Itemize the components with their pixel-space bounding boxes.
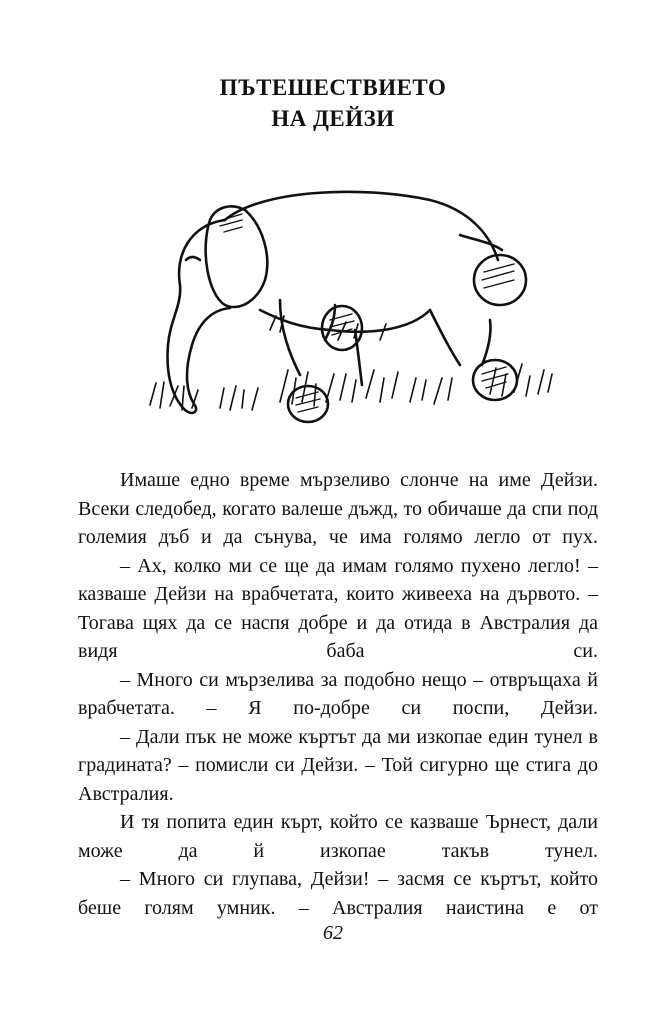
paragraph: Имаше едно време мързеливо слонче на име Дейзи. Всеки следобед, когато валеше дъжд, то обичаше да спи под големия дъб и да сънува, че има голямо легло от пух. xyxy=(78,469,598,548)
page-number: 62 xyxy=(323,922,343,944)
story-text xyxy=(78,466,598,922)
paragraph: – Ах, колко ми се ще да имам голямо пухено легло! – казваше Дейзи на врабчетата, които живееха на дървото. – Тогава щях да се наспя добре и да отида в Австралия да видя баба си. xyxy=(78,554,598,662)
elephant-drawing-icon xyxy=(130,180,560,450)
paragraph: И тя попита един кърт, който се казваше Ърнест, дали може да й изкопае такъв тунел. xyxy=(78,811,598,862)
paragraph: – Дали пък не може къртът да ми изкопае един тунел в градината? – помисли си Дейзи. – Той сигурно ще стига до Австралия. xyxy=(78,725,598,805)
story-title-line-2: НА ДЕЙЗИ xyxy=(271,106,395,131)
paragraph: – Много си глупава, Дейзи! – засмя се къртът, който беше голям умник. – Австралия наистина е от xyxy=(78,868,598,919)
story-title xyxy=(0,72,666,134)
story-title-line-1: ПЪТЕШЕСТВИЕТО xyxy=(219,75,447,100)
paragraph: – Много си мързелива за подобно нещо – отвръщаха й врабчетата. – Я по-добре си поспи, Дейзи. xyxy=(78,668,598,719)
